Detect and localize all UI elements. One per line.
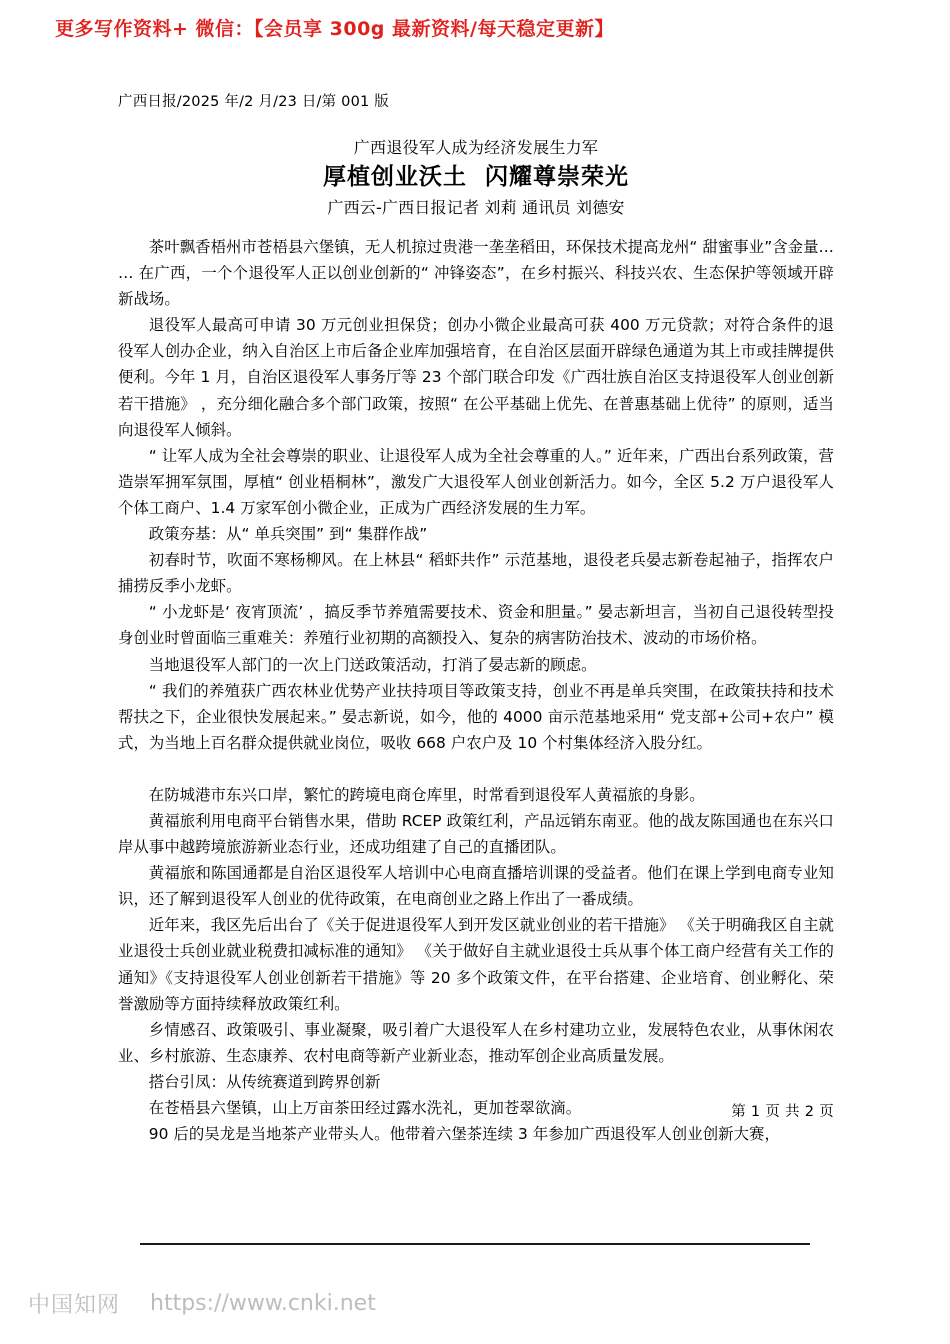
article-body [118, 234, 834, 1147]
source-citation-line: 广西日报/2025 年/2 月/23 日/第 001 版 [118, 94, 389, 110]
body-paragraph: 黄福旅利用电商平台销售水果，借助 RCEP 政策红利，产品远销东南亚。他的战友陈国通也在东兴口岸从事中越跨境旅游新业态行业，还成功组建了自己的直播团队。 [118, 811, 834, 857]
cnki-logo-text: 中国知网 [28, 1293, 121, 1318]
body-paragraph: 黄福旅和陈国通都是自治区退役军人培训中心电商直播培训课的受益者。他们在课上学到电商专业知识，还了解到退役军人创业的优待政策，在电商创业之路上作出了一番成绩。 [118, 864, 834, 909]
article-main-title-part2: 闪耀尊崇荣光 [485, 164, 629, 190]
footer-divider [140, 1243, 810, 1245]
article-title-block [118, 136, 834, 220]
body-paragraph: “ 我们的养殖获广西农林业优势产业扶持项目等政策支持，创业不再是单兵突围，在政策扶持和技术帮扶之下，企业很快发展起来。” 晏志新说，如今，他的 4000 亩示范基地采用“ 党支部+公司+农户” 模式，为当地上百名群众提供就业岗位，吸收 668 户农户及 10 个村集体经济入股分红。 [118, 681, 834, 752]
body-paragraph: 在苍梧县六堡镇，山上万亩茶田经过露水洗礼，更加苍翠欲滴。 [148, 1099, 582, 1117]
cnki-url-text: https://www.cnki.net [150, 1291, 376, 1316]
body-paragraph: 茶叶飘香梧州市苍梧县六堡镇，无人机掠过贵港一垄垄稻田，环保技术提高龙州“ 甜蜜事业”含金量… … 在广西，一个个退役军人正以创业创新的“ 冲锋姿态”，在乡村振兴、科技兴农、生态保护等领域开辟新战场。 [118, 238, 834, 309]
body-paragraph: 当地退役军人部门的一次上门送政策活动，打消了晏志新的顾虑。 [148, 655, 597, 674]
section-heading-policy: 政策夯基：从“ 单兵突围” 到“ 集群作战” [148, 525, 428, 544]
article-main-title-part1: 厚植创业沃土 [323, 164, 467, 190]
body-paragraph: 初春时节，吹面不寒杨柳风。在上林县“ 稻虾共作” 示范基地，退役老兵晏志新卷起袖子，指挥农户捕捞反季小龙虾。 [118, 551, 835, 596]
body-paragraph: 在防城港市东兴口岸，繁忙的跨境电商仓库里，时常看到退役军人黄福旅的身影。 [148, 785, 705, 804]
body-paragraph: 90 后的吴龙是当地茶产业带头人。他带着六堡茶连续 3 年参加广西退役军人创业创新大赛， [148, 1125, 780, 1144]
promo-banner-text: 更多写作资料+ 微信：【会员享 300g 最新资料/每天稳定更新】 [55, 18, 614, 40]
body-paragraph: 乡情感召、政策吸引、事业凝聚，吸引着广大退役军人在乡村建功立业，发展特色农业，从事休闲农业、乡村旅游、生态康养、农村电商等新产业新业态，推动军创企业高质量发展。 [118, 1020, 834, 1065]
section-heading-platform: 搭台引凤：从传统赛道到跨界创新 [148, 1072, 381, 1091]
body-paragraph: 退役军人最高可申请 30 万元创业担保贷；创办小微企业最高可获 400 万元贷款；对符合条件的退役军人创办企业，纳入自治区上市后备企业库加强培育，在自治区层面开辟绿色通道为其上市或挂牌提供便利。今年 1 月，自治区退役军人事务厅等 23 个部门联合印发《广西壮族自治区支持退役军人创业创新若干措施》 ，充分细化融合多个部门政策，按照“ 在公平基础上优先、在普惠基础上优待” 的原则，适当向退役军人倾斜。 [118, 316, 834, 439]
body-paragraph: “ 让军人成为全社会尊崇的职业、让退役军人成为全社会尊重的人。” 近年来，广西出台系列政策，营造崇军拥军氛围，厚植“ 创业梧桐林”，激发广大退役军人创业创新活力。如今，全区 5.2 万户退役军人个体工商户、1.4 万家军创小微企业，正成为广西经济发展的生力军。 [118, 446, 834, 517]
cnki-watermark [28, 1288, 376, 1319]
body-paragraph: 近年来，我区先后出台了《关于促进退役军人到开发区就业创业的若干措施》 《关于明确我区自主就业退役士兵创业就业税费扣减标准的通知》 《关于做好自主就业退役士兵从事个体工商户经营有关工作的通知》《支持退役军人创业创新若干措施》等 20 多个政策文件，在平台搭建、企业培育、创业孵化、荣誉激励等方面持续释放政策红利。 [118, 916, 834, 1013]
page-indicator: 第 1 页 共 2 页 [731, 1104, 834, 1120]
body-paragraph: “ 小龙虾是‘ 夜宵顶流’ ，搞反季节养殖需要技术、资金和胆量。” 晏志新坦言，当初自己退役转型投身创业时曾面临三重难关：养殖行业初期的高额投入、复杂的病害防治技术、波动的市场价格。 [118, 603, 834, 648]
article-byline: 广西云-广西日报记者 刘莉 通讯员 刘德安 [327, 198, 625, 217]
article-subtitle: 广西退役军人成为经济发展生力军 [353, 138, 599, 157]
article-main-title [118, 161, 834, 194]
